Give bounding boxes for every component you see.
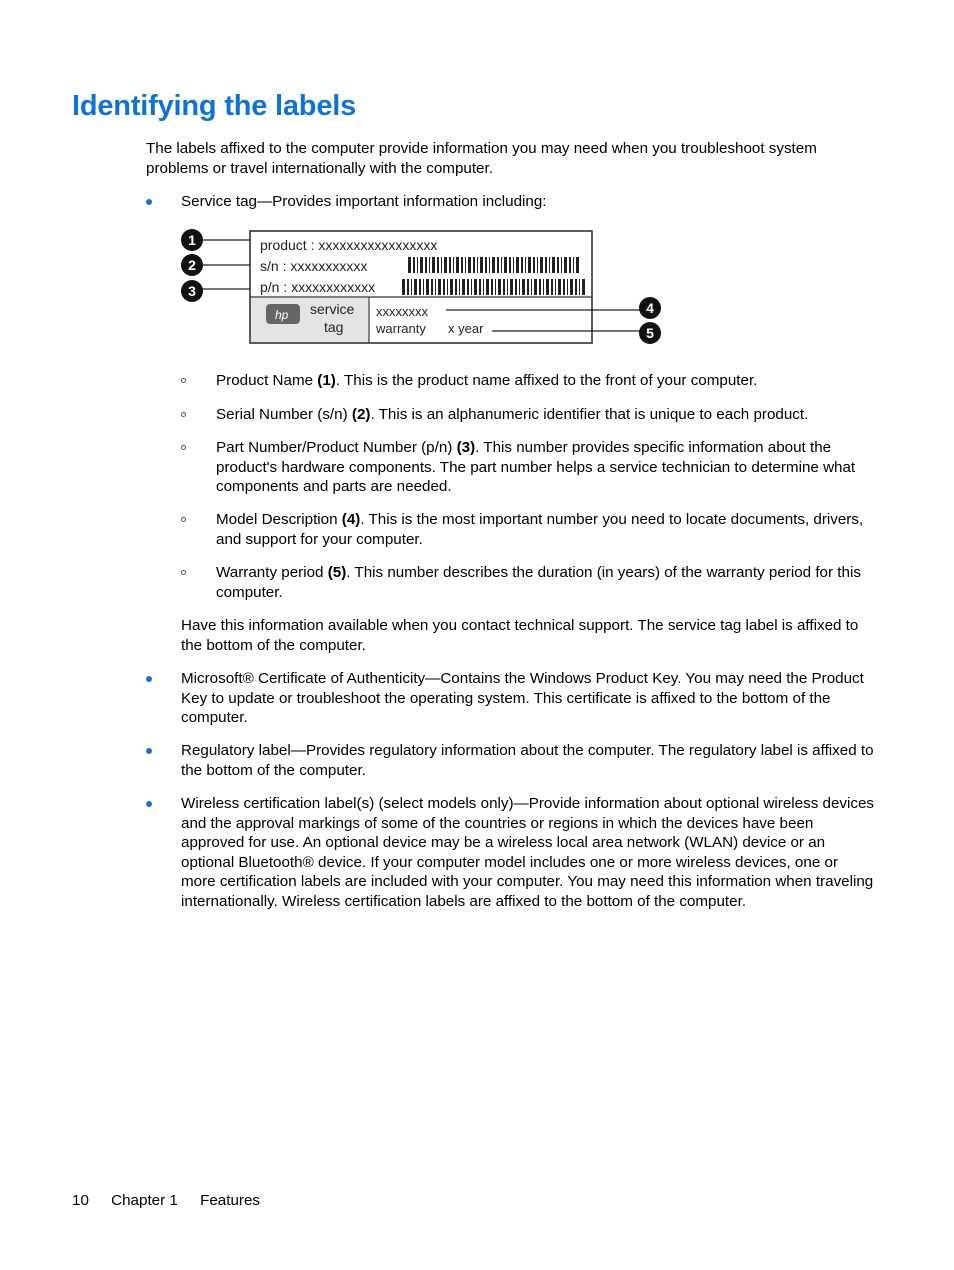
- page-footer: [72, 1192, 278, 1209]
- support-note: Have this information available when you contact technical support. The service tag label is affixed to the bottom of the computer.: [181, 617, 859, 654]
- label-tag-text: tag: [324, 319, 344, 335]
- footer-chapter: Chapter 1: [111, 1192, 178, 1209]
- footer-section: Features: [200, 1192, 261, 1209]
- list-item-regulatory: [146, 741, 876, 780]
- svg-text:5: 5: [646, 325, 654, 341]
- list-item-service-tag: [146, 192, 876, 212]
- callout-4: [639, 297, 661, 319]
- page-number: 10: [72, 1192, 89, 1209]
- sub-bullet-icon: [181, 570, 186, 575]
- list-item-text: Microsoft® Certificate of Authenticity—Contains the Windows Product Key. You may need the Product Key to update or troubleshoot the operating system. This certificate is affixed to the bottom of the computer.: [181, 670, 864, 726]
- svg-text:2: 2: [188, 257, 196, 273]
- label-model-value: xxxxxxxx: [376, 304, 428, 319]
- sub-bullet-icon: [181, 412, 186, 417]
- label-warranty-text: warranty: [376, 321, 426, 336]
- list-item-text: Regulatory label—Provides regulatory information about the computer. The regulatory label is affixed to the bottom of the computer.: [181, 742, 874, 779]
- sub-item-serial-number: Serial Number (s/n) (2). This is an alphanumeric identifier that is unique to each product.: [181, 405, 876, 425]
- list-item-wireless: [146, 794, 876, 911]
- svg-text:4: 4: [646, 300, 654, 316]
- sub-bullet-icon: [181, 378, 186, 383]
- label-pn-line: p/n : xxxxxxxxxxxx: [260, 279, 376, 295]
- bullet-icon: [146, 748, 152, 754]
- svg-text:3: 3: [188, 283, 196, 299]
- sub-bullet-icon: [181, 517, 186, 522]
- sub-item-model-description: Model Description (4). This is the most important number you need to locate documents, drivers, and support for your computer.: [181, 510, 876, 549]
- callout-3: [181, 280, 203, 302]
- sub-bullet-icon: [181, 445, 186, 450]
- list-item-microsoft-coa: [146, 669, 876, 728]
- list-item-text: Service tag—Provides important information including:: [181, 193, 547, 210]
- service-tag-label-illustration: [178, 226, 668, 350]
- sub-item-product-name: Product Name (1). This is the product name affixed to the front of your computer.: [181, 371, 876, 391]
- callout-2: [181, 254, 203, 276]
- sub-item-warranty-period: Warranty period (5). This number describes the duration (in years) of the warranty period for this computer.: [181, 563, 876, 602]
- page-title: Identifying the labels: [72, 90, 357, 122]
- callout-5: [639, 322, 661, 344]
- label-sn-line: s/n : xxxxxxxxxxx: [260, 258, 368, 274]
- svg-text:1: 1: [188, 232, 196, 248]
- list-item-text: Wireless certification label(s) (select models only)—Provide information about optional wireless devices and the approval markings of some of the countries or regions in which the devices have been approved for use. An optional device may be a wireless local area network (WLAN) device or an optional Bluetooth® device. If your computer model includes one or more wireless devices, one or more certification labels are included with your computer. You may need this information when traveling internationally. Wireless certification labels are affixed to the bottom of the computer.: [181, 795, 875, 910]
- hp-logo-text: hp: [275, 308, 289, 322]
- callout-1: [181, 229, 203, 251]
- intro-paragraph: The labels affixed to the computer provide information you may need when you troubleshoot system problems or travel internationally with the computer.: [146, 140, 817, 177]
- label-service-text: service: [310, 301, 355, 317]
- label-product-line: product : xxxxxxxxxxxxxxxxx: [260, 237, 438, 253]
- label-warranty-value: x year: [448, 321, 484, 336]
- bullet-icon: [146, 676, 152, 682]
- sub-item-part-number: Part Number/Product Number (p/n) (3). This number provides specific information about the product's hardware components. The part number helps a service technician to determine what components and parts are needed.: [181, 438, 876, 497]
- bullet-icon: [146, 199, 152, 205]
- bullet-icon: [146, 801, 152, 807]
- barcode-sn: [408, 257, 579, 273]
